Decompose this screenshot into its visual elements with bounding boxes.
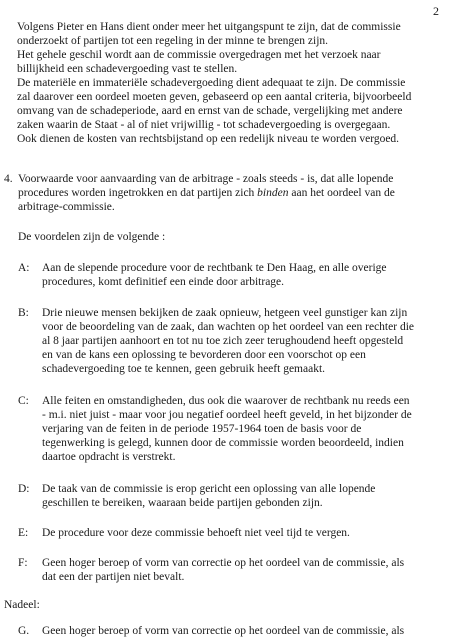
disadvantage-heading: Nadeel: [4, 599, 40, 611]
text-line: Geen hoger beroep of vorm van correctie op het oordeel van de commissie, als [42, 557, 405, 569]
intro-text [17, 20, 437, 146]
text-line: Geen hoger beroep of vorm van correctie op het oordeel van de commissie, als [42, 625, 405, 637]
item-text [42, 394, 438, 464]
text-line: procedures, komt definitief een einde door arbitrage. [42, 276, 285, 288]
text-line: tegenwerking is gelegd, kunnen door de commissie worden beoordeeld, indien [42, 437, 404, 449]
item-text [42, 526, 438, 540]
text-line: Aan de slepende procedure voor de rechtbank te Den Haag, en alle overige [42, 262, 387, 274]
text-line: daartoe opdracht is verstrekt. [42, 451, 176, 463]
advantage-item-b [18, 306, 438, 376]
text-line: Voorwaarde voor aanvaarding van de arbitrage - zoals steeds - is, dat alle lopende [18, 173, 394, 185]
text-line: en van de kans een oplossing te bevorderen door een voorschot op een [42, 349, 366, 361]
text-line: dat een der partijen niet bevalt. [42, 571, 185, 583]
point-number: 4. [4, 173, 13, 185]
text-line: Alle feiten en omstandigheden, dus ook die waarover de rechtbank nu reeds een [42, 395, 410, 407]
item-label: E: [18, 527, 29, 539]
advantage-item-c [18, 394, 438, 464]
intro-paragraph [17, 20, 437, 48]
text-line: De procedure voor deze commissie behoeft niet veel tijd te vergen. [42, 527, 350, 539]
item-text [42, 482, 438, 510]
item-text [42, 261, 438, 289]
text-line: zaken waarin de Staat - al of niet vrijwillig - tot schadevergoeding is overgegaan. [17, 119, 391, 131]
text-line: Drie nieuwe mensen bekijken de zaak opnieuw, hetgeen veel gunstiger kan zijn [42, 307, 408, 319]
emphasis-binden: binden [257, 187, 289, 199]
item-text [42, 306, 438, 376]
intro-paragraph [17, 48, 437, 76]
advantages-intro: De voordelen zijn de volgende : [18, 231, 166, 243]
item-label: G. [18, 625, 30, 637]
page-number: 2 [433, 4, 439, 18]
item-label: D: [18, 483, 30, 495]
intro-paragraph [17, 76, 437, 146]
advantage-item-a [18, 261, 438, 289]
text-line: Het gehele geschil wordt aan de commissie overgedragen met het verzoek naar [17, 49, 381, 61]
text-line: al 8 jaar partijen aanhoort en tot nu toe zich zeer terughoudend heeft opgesteld [42, 335, 404, 347]
text-line: omvang van de schadeperiode, aard en ernst van de schade, vergelijking met andere [17, 105, 403, 117]
item-label: A: [18, 262, 30, 274]
item-label: B: [18, 307, 29, 319]
text-line: verjaring van de feiten in de periode 1957-1964 toen de basis voor de [42, 423, 362, 435]
item-text [42, 556, 438, 584]
text-line: arbitrage-commissie. [18, 201, 115, 213]
text-line: Volgens Pieter en Hans dient onder meer het uitgangspunt te zijn, dat de commissie [17, 21, 401, 33]
text-line: zal daarover een oordeel moeten geven, gebaseerd op een aantal criteria, bijvoorbeeld [17, 91, 412, 103]
point-text [18, 172, 436, 214]
text-line: billijkheid een schadevergoeding vast te stellen. [17, 63, 238, 75]
text-line: onderzoekt of partijen tot een regeling in der minne te brengen zijn. [17, 35, 329, 47]
text-line: schadevergoeding toe te kennen, geen gebruik heeft gemaakt. [42, 363, 326, 375]
disadvantage-item-g [18, 624, 438, 638]
text-line: geschillen te bereiken, waaraan beide partijen gebonden zijn. [42, 497, 323, 509]
text-line: Ook dienen de kosten van rechtsbijstand op een redelijk niveau te worden vergoed. [17, 133, 400, 145]
text-line: De taak van de commissie is erop gericht een oplossing van alle lopende [42, 483, 376, 495]
text-fragment: aan het oordeel van de [288, 187, 395, 199]
text-line: De materiële en immateriële schadevergoeding dient adequaat te zijn. De commissie [17, 77, 406, 89]
point-4 [4, 172, 436, 214]
text-line: voor de beoordeling van de zaak, dan wachten op het oordeel van een rechter die [42, 321, 414, 333]
advantage-item-e [18, 526, 438, 540]
text-line: - m.i. niet juist - maar voor jou negatief oordeel heeft geveld, in het bijzonder de [42, 409, 412, 421]
text-line [18, 187, 395, 199]
advantage-item-d [18, 482, 438, 510]
advantage-item-f [18, 556, 438, 584]
item-label: C: [18, 395, 29, 407]
item-label: F: [18, 557, 28, 569]
text-fragment: procedures worden ingetrokken en dat partijen zich [18, 187, 258, 199]
